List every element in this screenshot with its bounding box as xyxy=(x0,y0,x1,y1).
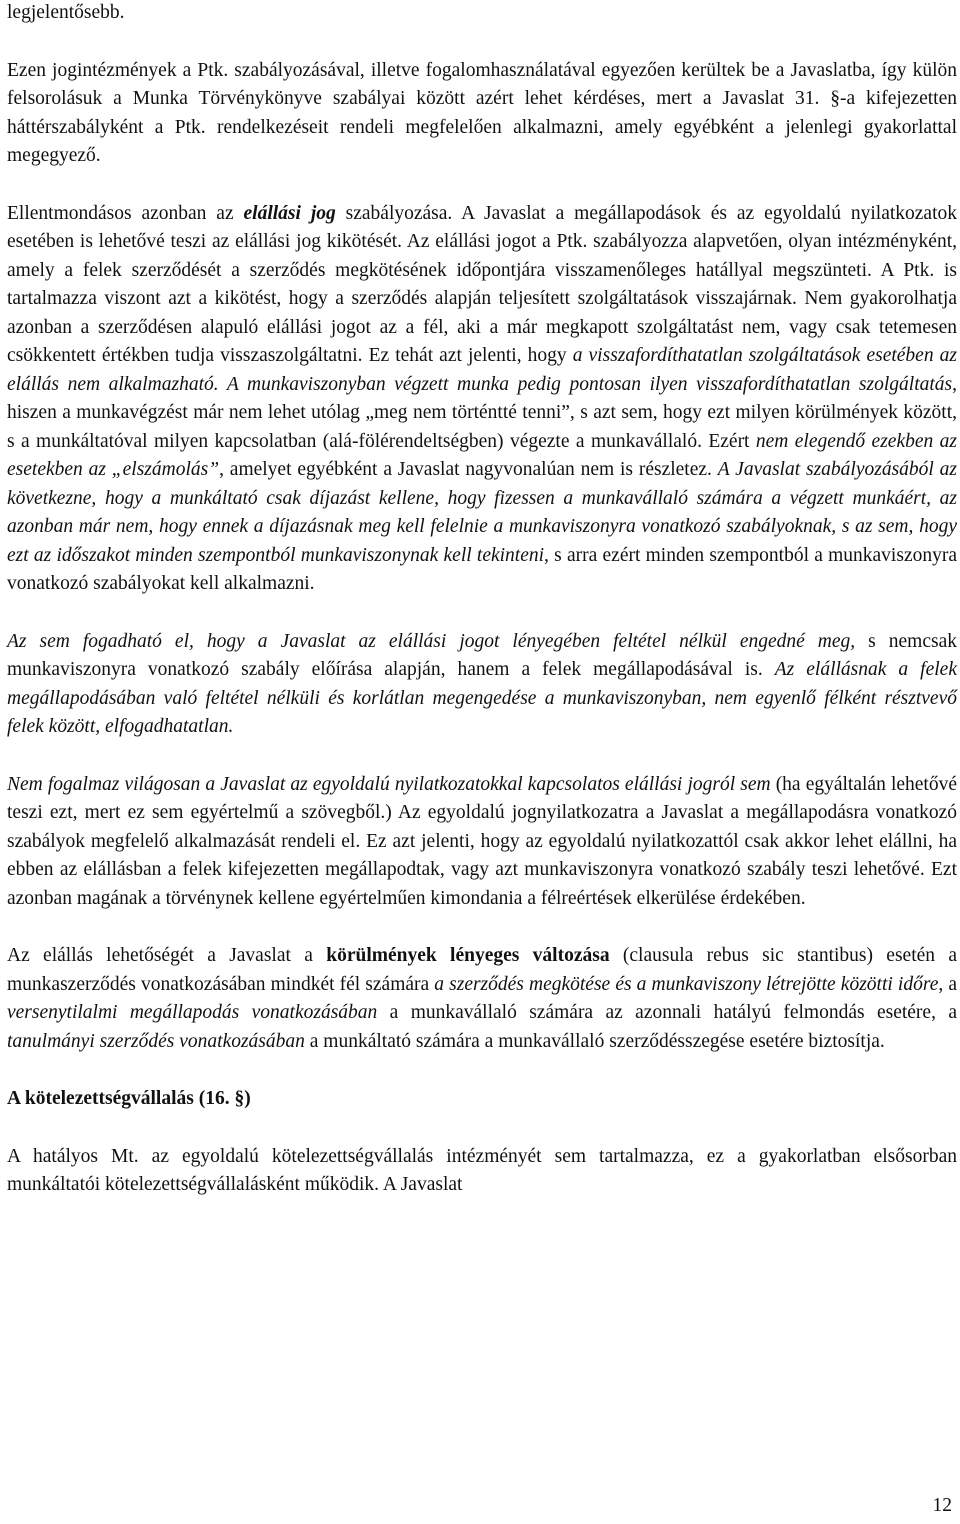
italic-text: versenytilalmi megállapodás vonatkozásában xyxy=(7,1002,378,1023)
italic-text: Nem fogalmaz világosan a Javaslat az egyoldalú nyilatkozatokkal kapcsolatos elállási jogról sem xyxy=(7,773,771,795)
text-run: , a xyxy=(938,973,957,995)
italic-text: A Javaslat szabályozásából az következne, hogy a munkáltató csak díjazást kellene, hogy fizessen a munkavállaló számára a végzett munkáért, az azonban már nem, hogy ennek a díjazásnak meg kell felelnie a munkaviszonyra vonatkozó szabályoknak, s az sem, hogy ezt az időszakot minden szempontból munkaviszonynak kell tekinteni xyxy=(7,459,958,566)
document-page xyxy=(7,0,957,1200)
italic-text: a szerződés megkötése és a munkaviszony létrejötte közötti időre xyxy=(434,973,939,995)
paragraph-2 xyxy=(7,200,957,599)
italic-text: Az elállásnak a felek megállapodásában való feltétel nélküli és korlátlan megengedése a munkaviszonyban, nem egyenlő félként résztvevő felek között, elfogadhatatlan. xyxy=(7,659,957,737)
text-run: Ezen jogintézmények a Ptk. szabályozásával, illetve fogalomhasználatával egyezően kerültek be a Javaslatba, így külön felsorolásuk a Munka Törvénykönyve szabályai között azért lehet kérdéses, mert a Javaslat 31. §-a kifejezetten háttérszabályként a Ptk. rendelkezéseit rendeli megfelelően alkalmazni, amely egyébként a jelenlegi gyakorlattal megegyező. xyxy=(7,59,957,166)
text-run: (clausula rebus sic stantibus) esetén a munkaszerződés vonatkozásában mindkét fél számára xyxy=(7,945,957,995)
text-run: Ellentmondásos azonban az xyxy=(7,202,244,224)
page-number: 12 xyxy=(932,1495,952,1516)
text-run: legjelentősebb. xyxy=(7,2,125,23)
paragraph-4 xyxy=(7,771,957,914)
paragraph-3 xyxy=(7,628,957,742)
emphasis-text: elállási jog xyxy=(243,202,336,224)
section-heading xyxy=(7,1085,957,1114)
text-run: Az elállás lehetőségét a Javaslat a xyxy=(7,945,327,966)
italic-text: tanulmányi szerződés vonatkozásában xyxy=(7,1030,305,1052)
text-run: a munkáltató számára a munkavállaló szerződésszegése esetére biztosítja. xyxy=(304,1030,885,1052)
bold-text: körülmények lényeges változása xyxy=(326,945,610,966)
text-run: s nemcsak munkaviszonyra vonatkozó szabály előírása alapján, hanem a felek megállapodásával is. xyxy=(7,630,957,680)
text-run: , s arra ezért minden szempontból a munkaviszonyra vonatkozó szabályokat kell alkalmazni. xyxy=(7,544,957,594)
paragraph-0 xyxy=(7,0,957,28)
text-run: szabályozása. A Javaslat a megállapodások és az egyoldalú nyilatkozatok esetében is lehetővé teszi az elállási jog kikötését. Az elállási jogot a Ptk. szabályozza alapvetően, olyan intézményként, amely a felek szerződését a szerződés megkötésének időpontjára visszamenőleges hatállyal megszünteti. A Ptk. is tartalmazza viszont azt a kikötést, hogy a szerződés alapján teljesített szolgáltatások visszajárnak. Nem gyakorolhatja azonban a szerződésen alapuló elállási jogot az a fél, aki a már megkapott szolgáltatást nem, vagy csak tetemesen csökkentett értékben tudja visszaszolgáltatni. Ez tehát azt jelenti, hogy xyxy=(7,202,957,366)
paragraph-7 xyxy=(7,1143,957,1200)
text-run: (ha egyáltalán lehetővé teszi ezt, mert ez sem egyértelmű a szövegből.) Az egyoldalú jognyilatkozatra a Javaslat a megállapodásra vonatkozó szabályok megfelelő alkalmazását rendeli el. Ez azt jelenti, hogy az egyoldalú nyilatkozattól csak akkor lehet elállni, ha ebben az elállásban a felek kifejezetten megállapodtak, vagy azt munkaviszonyra vonatkozó szabály teszi lehetővé. Ezt azonban magának a törvénynek kellene egyértelműen kimondania a félreértések elkerülése érdekében. xyxy=(7,773,957,909)
text-run: , amelyet egyébként a Javaslat nagyvonalúan nem is részletez. xyxy=(219,459,718,480)
paragraph-5 xyxy=(7,942,957,1056)
italic-text: a visszafordíthatatlan szolgáltatások esetében az elállás nem alkalmazható. A munkaviszonyban végzett munka pedig pontosan ilyen visszafordíthatatlan szolgáltatás xyxy=(7,345,957,395)
italic-text: Az sem fogadható el, hogy a Javaslat az elállási jogot lényegében feltétel nélkül engedné meg, xyxy=(7,630,856,652)
paragraph-1 xyxy=(7,57,957,171)
text-run: a munkavállaló számára az azonnali hatályú felmondás esetére, a xyxy=(377,1002,957,1023)
text-run: A hatályos Mt. az egyoldalú kötelezettségvállalás intézményét sem tartalmazza, ez a gyakorlatban elsősorban munkáltatói kötelezettségvállalásként működik. A Javaslat xyxy=(7,1145,957,1195)
text-run: , hiszen a munkavégzést már nem lehet utólag „meg nem történtté tenni”, s azt sem, hogy ezt milyen körülmények között, s a munkáltatóval milyen kapcsolatban (alá-fölérendeltségben) végezte a munkavállaló. Ezért xyxy=(7,373,957,452)
italic-text: nem elegendő ezekben az esetekben az „elszámolás” xyxy=(7,430,958,480)
heading-text: A kötelezettségvállalás (16. §) xyxy=(7,1088,251,1109)
